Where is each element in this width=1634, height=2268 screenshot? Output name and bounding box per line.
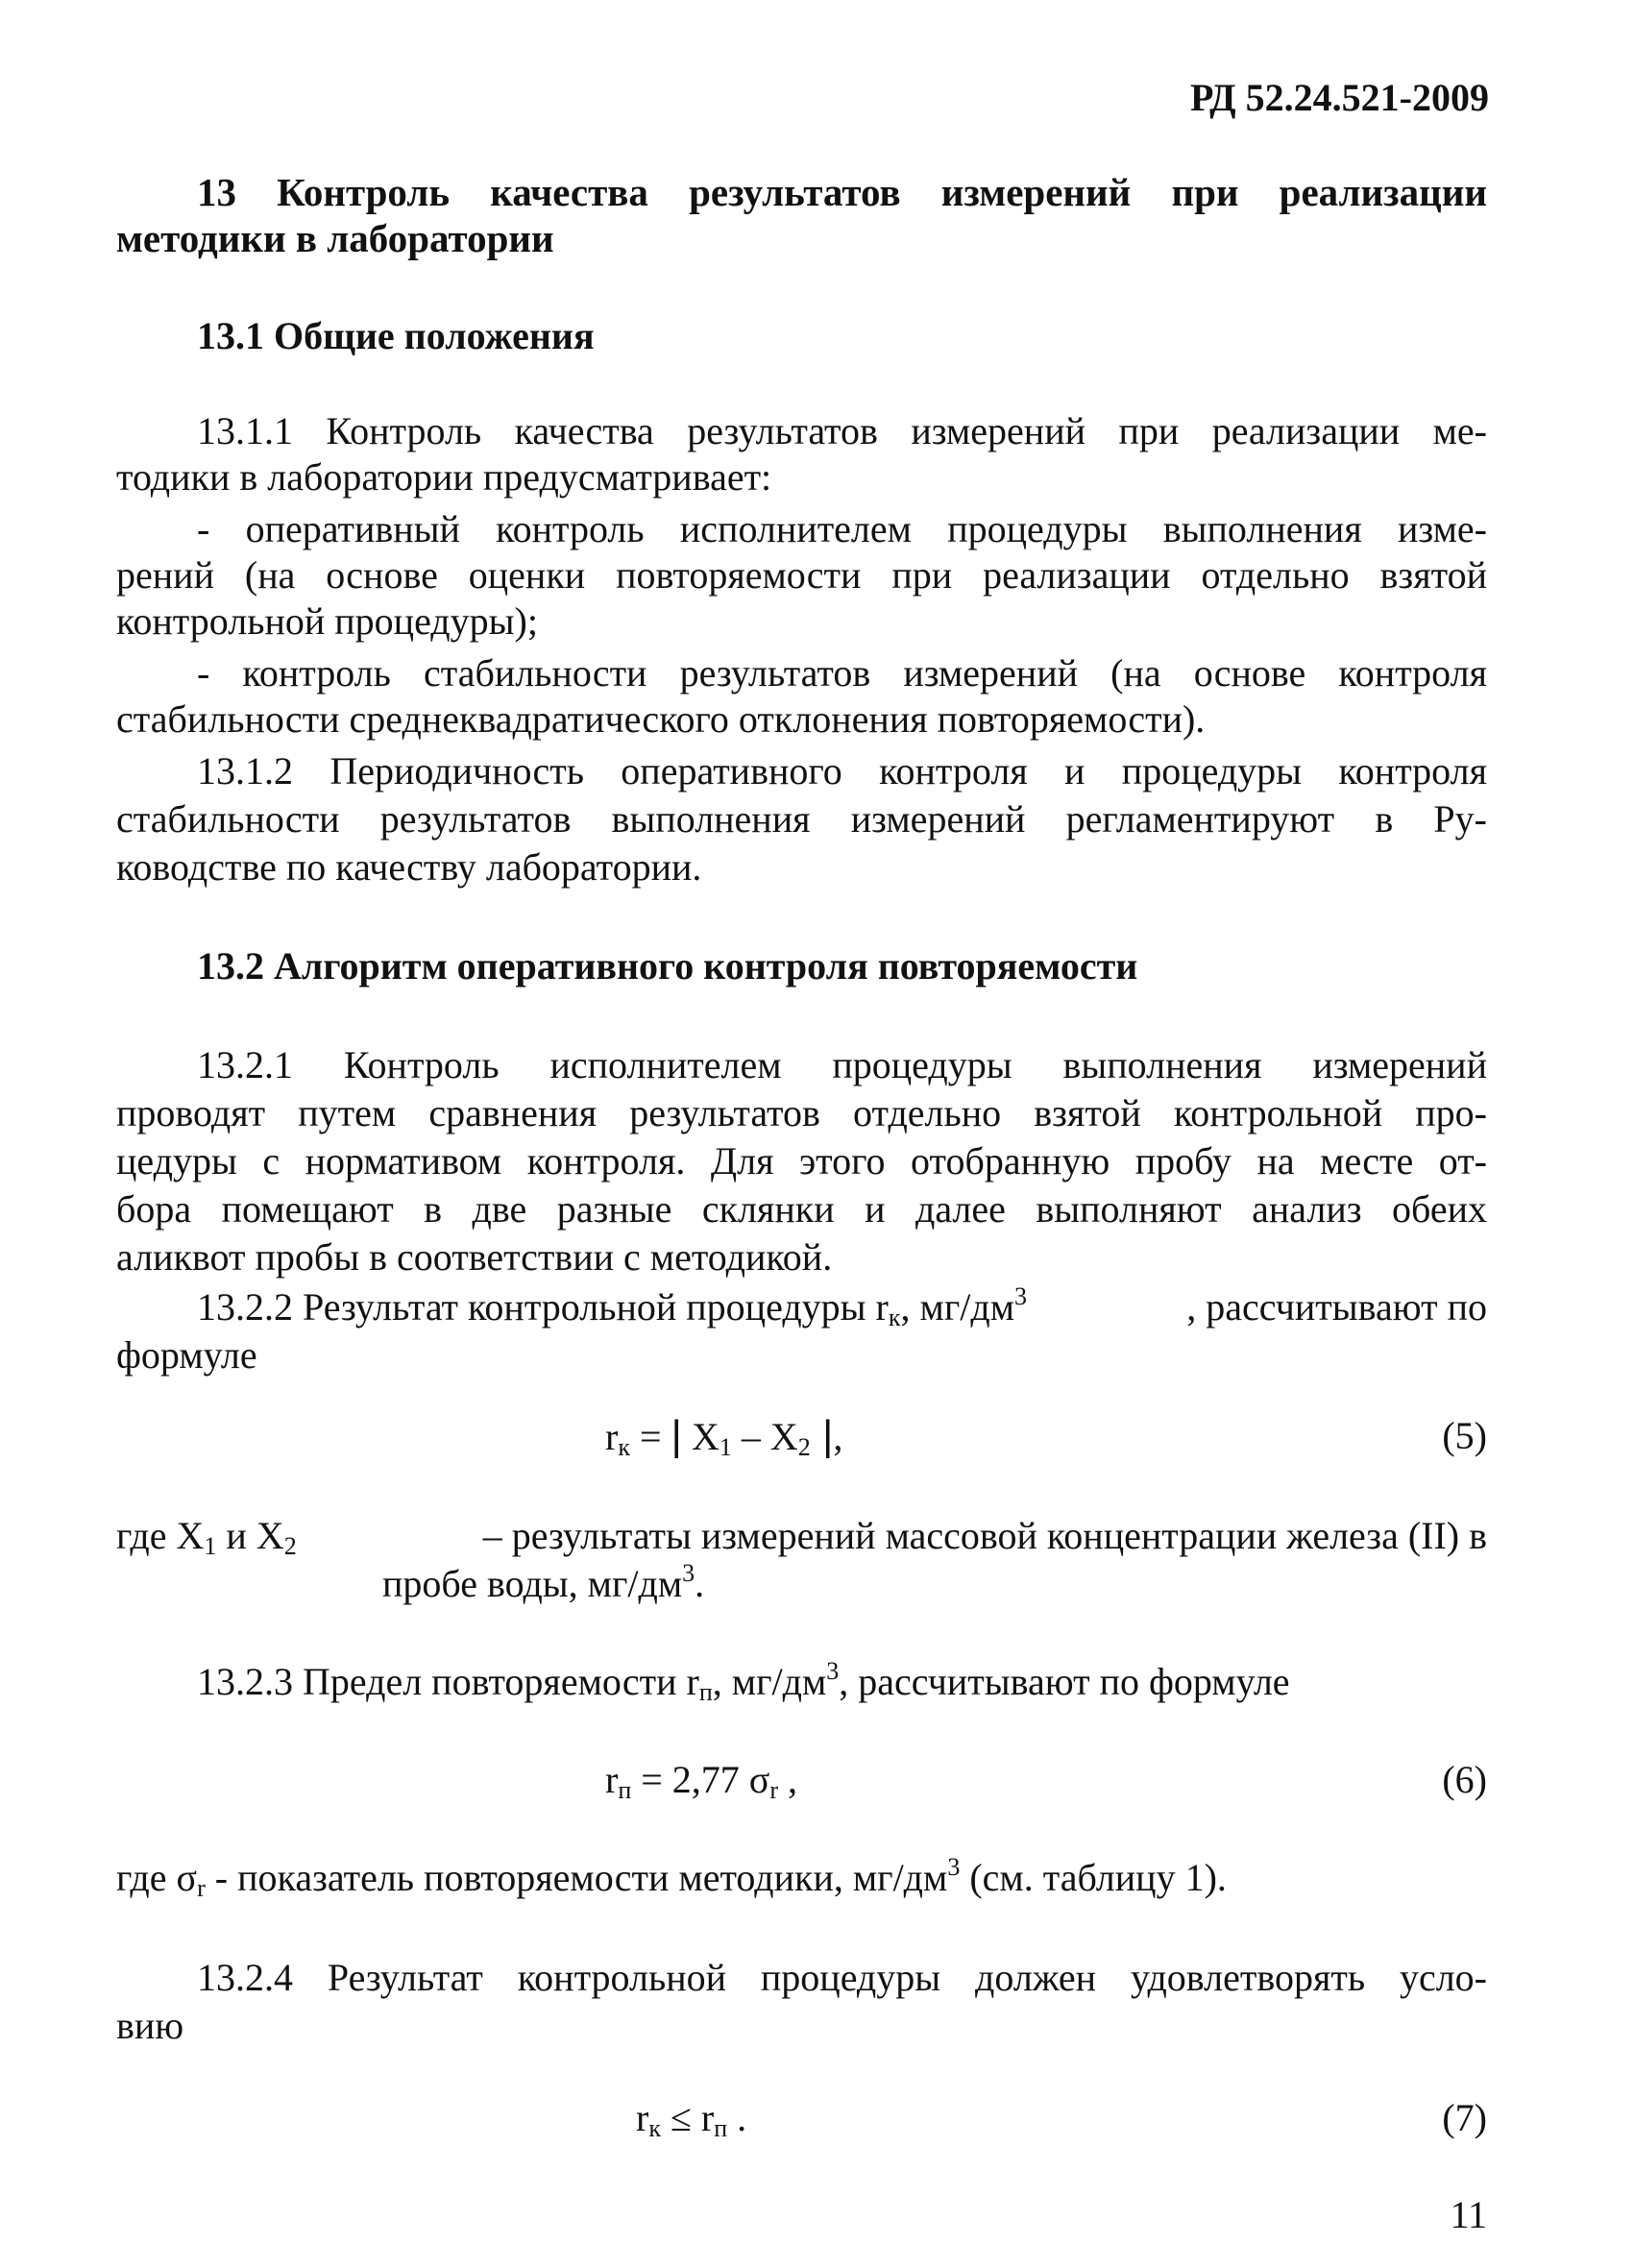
section-13-2-title: 13.2 Алгоритм оперативного контроля повторяемости	[197, 944, 1138, 988]
paragraph-13-2-2-line2: формуле	[116, 1333, 257, 1377]
bullet-1-line2: рений (на основе оценки повторяемости при реализации отдельно взятой	[116, 553, 1487, 597]
bullet-1-line3: контрольной процедуры);	[116, 599, 538, 643]
document-code: РД 52.24.521-2009	[1190, 76, 1489, 119]
p2-last-part: , рассчитывают по	[1186, 1285, 1487, 1329]
formula-6-number: (6)	[1442, 1758, 1487, 1801]
paragraph-13-1-2-line2: стабильности результатов выполнения измерений регламентируют в Ру-	[116, 797, 1487, 841]
bullet-1-line1: - оперативный контроль исполнителем процедуры выполнения изме-	[197, 507, 1487, 550]
formula-7: $r_к \le r_п$ .	[636, 2096, 747, 2142]
formula-5: $r_к$ = | $X_1 - X_2$ |,	[605, 1412, 843, 1461]
bullet-2-line1: - контроль стабильности результатов измерений (на основе контроля	[197, 651, 1487, 695]
paragraph-13-2-3: 13.2.3 Предел повторяемости $r_п$, $мг/дм^3$, рассчитывают по формуле	[197, 1657, 1290, 1706]
paragraph-13-2-1-line5: аликвот пробы в соответствии с методикой.	[116, 1235, 833, 1279]
paragraph-13-1-1-line2: тодики в лаборатории предусматривает:	[116, 455, 772, 499]
formula-6-where: где $\sigma_r$ - показатель повторяемости методики, $мг/дм^3$ (см. таблицу 1).	[116, 1853, 1227, 1902]
paragraph-13-1-1-line1: 13.1.1 Контроль качества результатов измерений при реализации ме-	[197, 409, 1487, 452]
section-13-title-line1: 13 Контроль качества результатов измерений при реализации	[197, 170, 1487, 214]
where5-desc: – результаты измерений массовой концентрации железа (II) в	[482, 1514, 1487, 1557]
paragraph-13-2-1-line4: бора помещают в две разные склянки и далее выполняют анализ обеих	[116, 1187, 1487, 1231]
p2-first-part: 13.2.2 Результат контрольной процедуры $r_к$, $мг/дм^3$	[197, 1282, 1028, 1331]
paragraph-13-2-4-line1: 13.2.4 Результат контрольной процедуры должен удовлетворять усло-	[197, 1956, 1487, 1999]
paragraph-13-2-1-line3: цедуры с нормативом контроля. Для этого отобранную пробу на месте от-	[116, 1139, 1487, 1183]
bullet-2-line2: стабильности среднеквадратического отклонения повторяемости).	[116, 697, 1206, 741]
page-number: 11	[1450, 2193, 1487, 2236]
formula-5-where-line2: пробе воды, $мг/дм^3$.	[382, 1559, 705, 1605]
formula-5-where-line1	[116, 1513, 1487, 1559]
paragraph-13-1-2-line3: ководстве по качеству лаборатории.	[116, 845, 702, 889]
paragraph-13-2-1-line1: 13.2.1 Контроль исполнителем процедуры выполнения измерений	[197, 1043, 1487, 1086]
paragraph-13-1-2-line1: 13.1.2 Периодичность оперативного контроля и процедуры контроля	[197, 749, 1487, 793]
paragraph-13-2-2-line1	[197, 1284, 1487, 1330]
section-13-1-title: 13.1 Общие положения	[197, 314, 595, 357]
paragraph-13-2-4-line2: вию	[116, 2004, 184, 2047]
where5-symbols: где $X_1$ и $X_2$	[116, 1514, 297, 1560]
formula-5-number: (5)	[1442, 1414, 1487, 1457]
paragraph-13-2-1-line2: проводят путем сравнения результатов отдельно взятой контрольной про-	[116, 1091, 1487, 1134]
section-13-title-line2: методики в лаборатории	[116, 216, 554, 260]
formula-7-number: (7)	[1442, 2096, 1487, 2139]
formula-6: $r_п = 2,77$ $\sigma_r$ ,	[605, 1758, 798, 1804]
